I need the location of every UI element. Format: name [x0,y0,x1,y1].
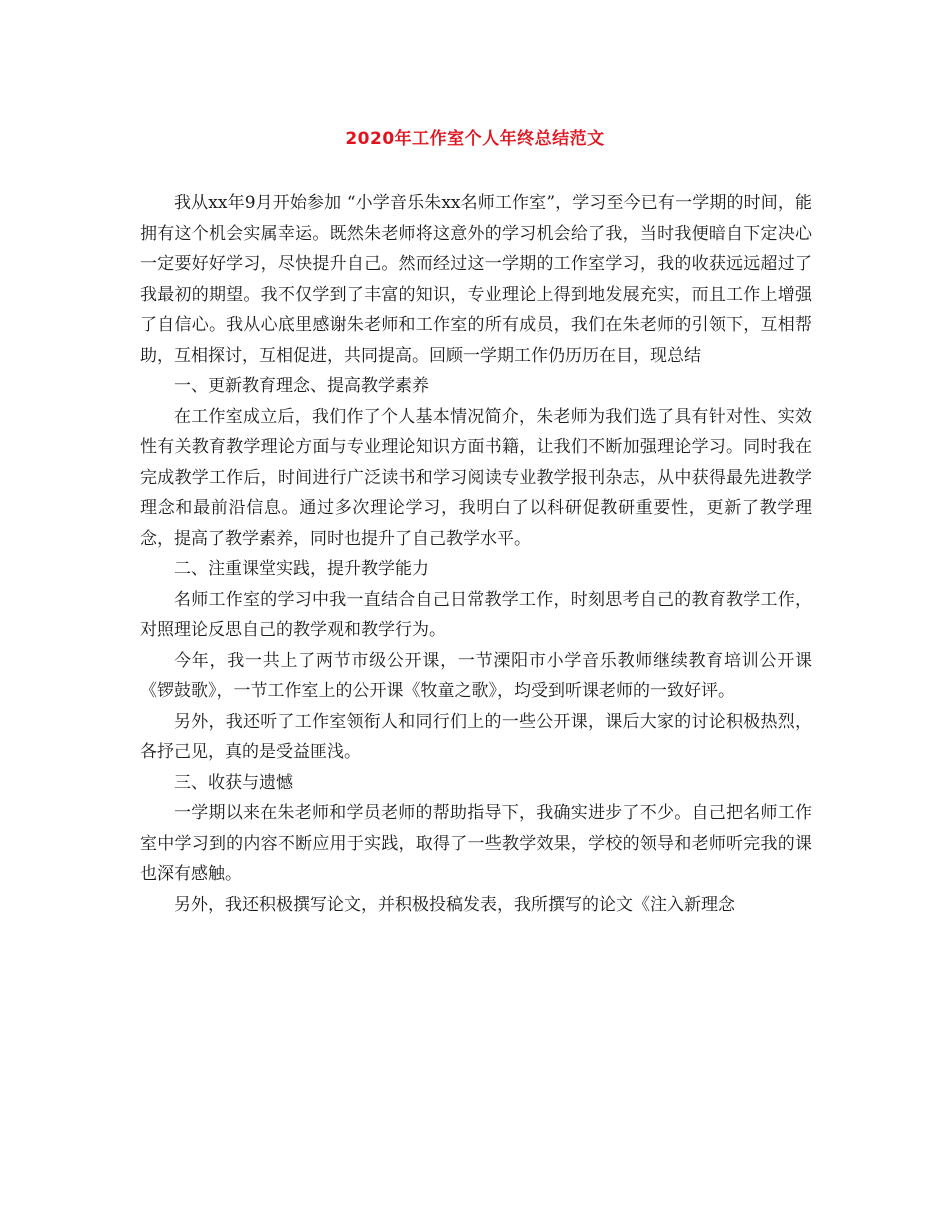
section-2-paragraph-3: 另外，我还听了工作室领衔人和同行们上的一些公开课，课后大家的讨论积极热烈，各抒己见，真的是受益匪浅。 [140,711,812,762]
section-2-paragraph-2: 今年，我一共上了两节市级公开课，一节溧阳市小学音乐教师继续教育培训公开课《锣鼓歌》，一节工作室上的公开课《牧童之歌》，均受到听课老师的一致好评。 [140,650,812,701]
section-heading-3: 三、收获与遗憾 [174,772,293,793]
section-3-paragraph-1: 一学期以来在朱老师和学员老师的帮助指导下，我确实进步了不少。自己把名师工作室中学习到的内容不断应用于实践，取得了一些教学效果，学校的领导和老师听完我的课也深有感触。 [140,803,812,884]
section-2-paragraph-1: 名师工作室的学习中我一直结合自己日常教学工作，时刻思考自己的教育教学工作，对照理论反思自己的教学观和教学行为。 [140,589,812,640]
section-heading-1: 一、更新教育理念、提高教学素养 [174,376,429,396]
section-1-paragraph: 在工作室成立后，我们作了个人基本情况简介，朱老师为我们选了具有针对性、实效性有关教育教学理论方面与专业理论知识方面书籍，让我们不断加强理论学习。同时我在完成教学工作后，时间进行广泛读书和学习阅读专业教学报刊杂志，从中获得最先进教学理念和最前沿信息。通过多次理论学习，我明白了以科研促教研重要性，更新了教学理念，提高了教学素养，同时也提升了自己教学水平。 [140,406,812,549]
section-heading-2: 二、注重课堂实践，提升教学能力 [174,559,429,579]
intro-paragraph: 我从xx年9月开始参加 “小学音乐朱xx名师工作室”，学习至今已有一学期的时间，能拥有这个机会实属幸运。既然朱老师将这意外的学习机会给了我，当时我便暗自下定决心一定要好好学习，尽快提升自己。然而经过这一学期的工作室学习，我的收获远远超过了我最初的期望。我不仅学到了丰富的知识，专业理论上得到地发展充实，而且工作上增强了自信心。我从心底里感谢朱老师和工作室的所有成员，我们在朱老师的引领下，互相帮助，互相探讨，互相促进，共同提高。回顾一学期工作仍历历在目，现总结 [140,193,812,366]
document-body [140,188,812,920]
section-3-paragraph-2: 另外，我还积极撰写论文，并积极投稿发表，我所撰写的论文《注入新理念 [174,894,735,915]
document-title: 2020年工作室个人年终总结范文 [345,129,605,149]
